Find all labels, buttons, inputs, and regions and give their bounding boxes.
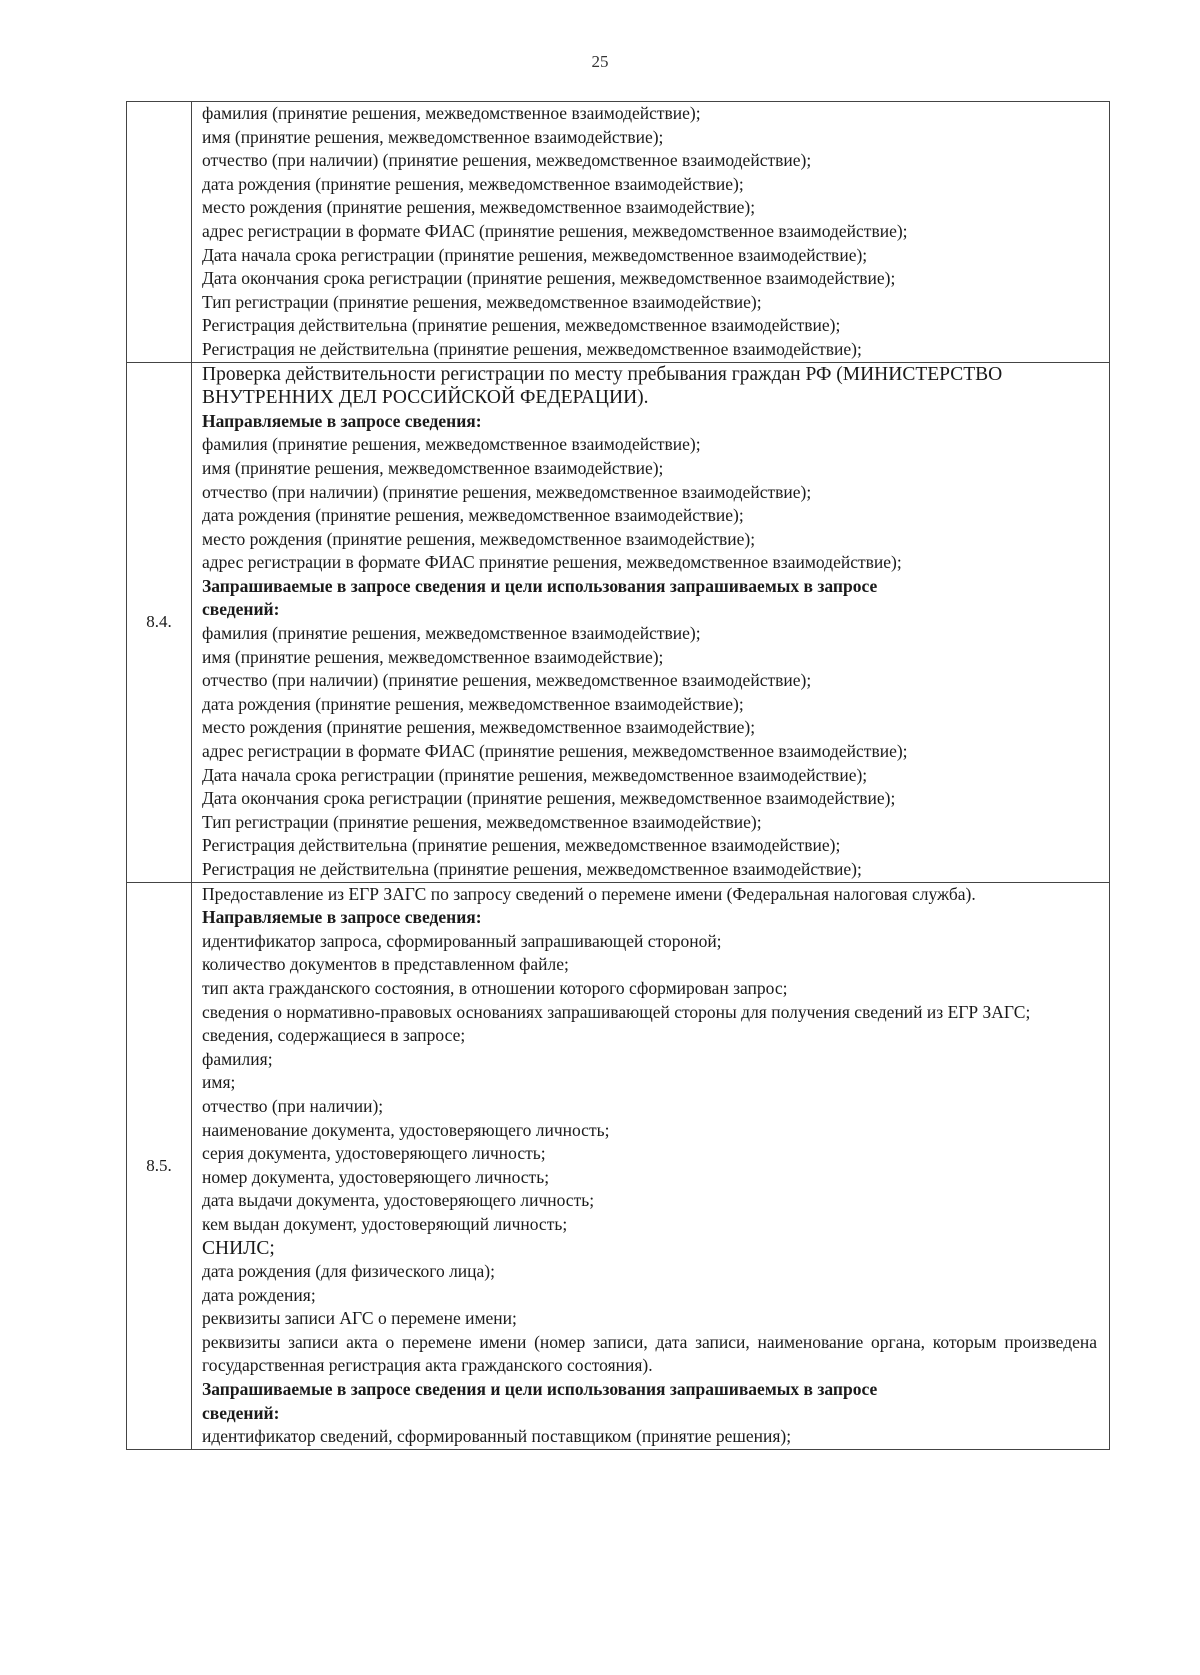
row-number: 8.4. (127, 362, 192, 882)
text-line: серия документа, удостоверяющего личность; (202, 1143, 546, 1164)
text-line: фамилия; (202, 1048, 273, 1069)
text-line: имя (принятие решения, межведомственное взаимодействие); (202, 126, 664, 147)
row-content (192, 362, 1110, 882)
text-line: адрес регистрации в формате ФИАС (принятие решения, межведомственное взаимодействие); (202, 741, 908, 762)
text-line: Регистрация не действительна (принятие решения, межведомственное взаимодействие); (202, 859, 862, 879)
row-content (192, 102, 1110, 363)
text-line: адрес регистрации в формате ФИАС принятие решения, межведомственное взаимодействие); (202, 552, 902, 573)
text-line: Дата начала срока регистрации (принятие решения, межведомственное взаимодействие); (202, 764, 868, 785)
text-line: место рождения (принятие решения, межведомственное взаимодействие); (202, 197, 756, 218)
text-line: дата выдачи документа, удостоверяющего личность; (202, 1190, 595, 1211)
text-line: место рождения (принятие решения, межведомственное взаимодействие); (202, 717, 756, 738)
row-number (127, 102, 192, 363)
text-line: номер документа, удостоверяющего личность; (202, 1166, 550, 1187)
text-line: Проверка действительности регистрации по месту пребывания граждан РФ (МИНИСТЕРСТВО (202, 363, 1003, 385)
text-line: дата рождения (принятие решения, межведомственное взаимодействие); (202, 173, 744, 194)
text-line: Дата окончания срока регистрации (принятие решения, межведомственное взаимодействие); (202, 268, 896, 289)
text-line: идентификатор сведений, сформированный поставщиком (принятие решения); (202, 1426, 792, 1447)
section-heading: Запрашиваемые в запросе сведения и цели использования запрашиваемых в запросе (202, 1379, 878, 1400)
section-heading: Направляемые в запросе сведения: (202, 410, 482, 431)
text-line: имя (принятие решения, межведомственное взаимодействие); (202, 457, 664, 478)
table-row (127, 362, 1110, 882)
text-line: фамилия (принятие решения, межведомственное взаимодействие); (202, 103, 701, 123)
text-line: тип акта гражданского состояния, в отношении которого сформирован запрос; (202, 977, 788, 998)
text-line: количество документов в представленном файле; (202, 954, 569, 975)
text-line: фамилия (принятие решения, межведомственное взаимодействие); (202, 623, 701, 644)
text-line: дата рождения; (202, 1284, 316, 1305)
row-content (192, 882, 1110, 1449)
text-line: сведения о нормативно-правовых основаниях запрашивающей стороны для получения сведений из ЕГР ЗАГС; (202, 1001, 1031, 1022)
page-number: 25 (591, 52, 609, 71)
text-line: сведения, содержащиеся в запросе; (202, 1025, 466, 1046)
text-line: кем выдан документ, удостоверяющий личность; (202, 1213, 568, 1234)
text-line: имя; (202, 1072, 236, 1093)
section-heading: Запрашиваемые в запросе сведения и цели использования запрашиваемых в запросе (202, 575, 878, 596)
text-line: Тип регистрации (принятие решения, межведомственное взаимодействие); (202, 811, 762, 832)
text-line: ВНУТРЕННИХ ДЕЛ РОССИЙСКОЙ ФЕДЕРАЦИИ). (202, 387, 649, 409)
table-row (127, 102, 1110, 363)
row-number: 8.5. (127, 882, 192, 1449)
section-heading: сведений: (202, 1402, 280, 1423)
text-line: отчество (при наличии) (принятие решения, межведомственное взаимодействие); (202, 150, 812, 171)
text-line: наименование документа, удостоверяющего личность; (202, 1119, 610, 1140)
table-row (127, 882, 1110, 1449)
text-line: адрес регистрации в формате ФИАС (принятие решения, межведомственное взаимодействие); (202, 220, 908, 241)
text-line: отчество (при наличии); (202, 1095, 384, 1116)
text-line: идентификатор запроса, сформированный запрашивающей стороной; (202, 930, 722, 951)
text-line: Регистрация действительна (принятие решения, межведомственное взаимодействие); (202, 835, 841, 856)
section-heading: сведений: (202, 599, 280, 620)
text-line: место рождения (принятие решения, межведомственное взаимодействие); (202, 528, 756, 549)
requirements-table (126, 101, 1110, 1450)
table-body (127, 102, 1110, 1450)
section-heading: Направляемые в запросе сведения: (202, 907, 482, 928)
text-line: отчество (при наличии) (принятие решения, межведомственное взаимодействие); (202, 670, 812, 691)
text-line: Регистрация действительна (принятие решения, межведомственное взаимодействие); (202, 315, 841, 336)
text-line: Тип регистрации (принятие решения, межведомственное взаимодействие); (202, 291, 762, 312)
text-line: реквизиты записи АГС о перемене имени; (202, 1308, 517, 1329)
text-line: дата рождения (принятие решения, межведомственное взаимодействие); (202, 693, 744, 714)
text-line: Регистрация не действительна (принятие решения, межведомственное взаимодействие); (202, 338, 862, 359)
text-line: реквизиты записи акта о перемене имени (номер записи, дата записи, наименование органа, которым произведена государственная регистрация акта гражданского состояния). (202, 1331, 1097, 1376)
text-line: отчество (при наличии) (принятие решения, межведомственное взаимодействие); (202, 481, 812, 502)
text-line: Дата начала срока регистрации (принятие решения, межведомственное взаимодействие); (202, 244, 868, 265)
text-line: СНИЛС; (202, 1237, 275, 1259)
text-line: дата рождения (для физического лица); (202, 1261, 495, 1282)
text-line: Дата окончания срока регистрации (принятие решения, межведомственное взаимодействие); (202, 788, 896, 809)
text-line: Предоставление из ЕГР ЗАГС по запросу сведений о перемене имени (Федеральная налоговая служба). (202, 883, 976, 904)
text-line: дата рождения (принятие решения, межведомственное взаимодействие); (202, 505, 744, 526)
text-line: имя (принятие решения, межведомственное взаимодействие); (202, 646, 664, 667)
text-line: фамилия (принятие решения, межведомственное взаимодействие); (202, 434, 701, 455)
